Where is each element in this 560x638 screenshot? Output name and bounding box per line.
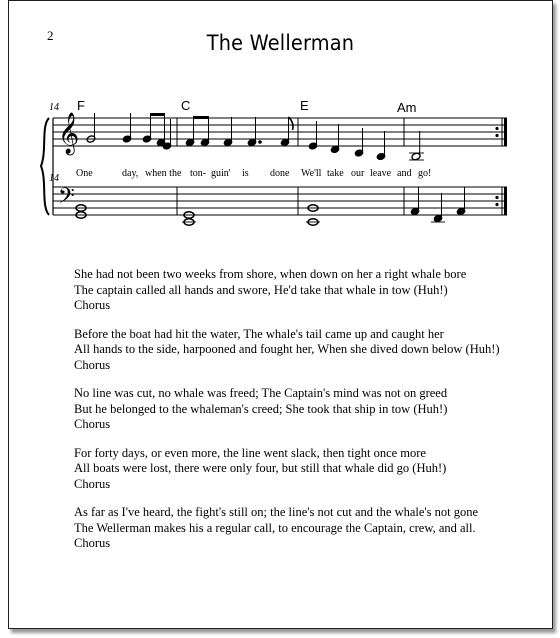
verse-line: As far as I've heard, the fight's still on; the line's not cut and the whale's not gone [74,505,479,519]
lyric-syllable: leave [370,168,392,179]
verse-block [74,267,544,314]
brace [41,118,49,215]
measure-number: 14 [49,173,59,184]
verse-block [74,327,544,374]
verse-list [74,267,544,565]
lyric-syllable: and [397,168,412,179]
lyric-syllable: ton- [190,168,207,179]
lyric-syllable: guin' [211,168,231,179]
lyric-syllable: is [242,168,249,179]
chorus-label: Chorus [74,417,111,431]
song-title: The Wellerman [206,31,355,55]
verse-line: But he belonged to the whaleman's creed; She took that ship in tow (Huh!) [74,401,448,416]
chorus-label: Chorus [74,298,111,312]
verse-line: She had not been two weeks from shore, when down on her a right whale bore [74,267,467,281]
chorus-label: Chorus [74,357,111,372]
verse-block [74,446,544,493]
chorus-label: Chorus [74,476,111,491]
verse-block [74,386,544,433]
measure-number: 14 [49,102,59,113]
lyric-syllable: our [351,168,365,179]
bass-clef-icon: 𝄢 [58,184,75,214]
verse-block [74,505,544,552]
lyric-syllable: We'll [301,168,322,179]
verse-line: Before the boat had hit the water, The whale's tail came up and caught her [74,326,444,341]
verse-line: No line was cut, no whale was freed; The Captain's mind was not on greed [74,386,448,400]
verse-line: The Wellerman makes his a regular call, to encourage the Captain, crew, and all. [74,520,476,535]
verse-line: For forty days, or even more, the line went slack, then tight once more [74,445,426,460]
verse-line: The captain called all hands and swore, He'd take that whale in tow (Huh!) [74,282,448,297]
chord-symbol: Am [397,100,417,115]
chorus-label: Chorus [74,536,111,550]
treble-clef-icon: 𝄞 [58,113,80,154]
lyric-syllable: done [270,168,290,179]
lyric-syllable: day, [122,168,139,179]
repeat-barline [495,118,507,215]
chord-symbol: E [300,98,309,113]
chord-symbol: F [77,98,85,113]
lyric-syllable: when the [145,168,182,179]
lyric-syllable: take [327,168,344,179]
page-number: 2 [47,28,54,43]
lyric-syllable: One [76,168,93,179]
verse-line: All boats were lost, there were only four, but still that whale did go (Huh!) [74,461,447,475]
lyric-syllable: go! [418,168,432,179]
chord-symbol: C [181,98,191,113]
music-staff-system [9,1,554,251]
sheet-music-page [8,0,553,629]
verse-line: All hands to the side, harpooned and fought her, When she dived down below (Huh!) [74,342,500,356]
treble-notes [86,113,424,161]
bass-quarter-notes [410,187,466,223]
